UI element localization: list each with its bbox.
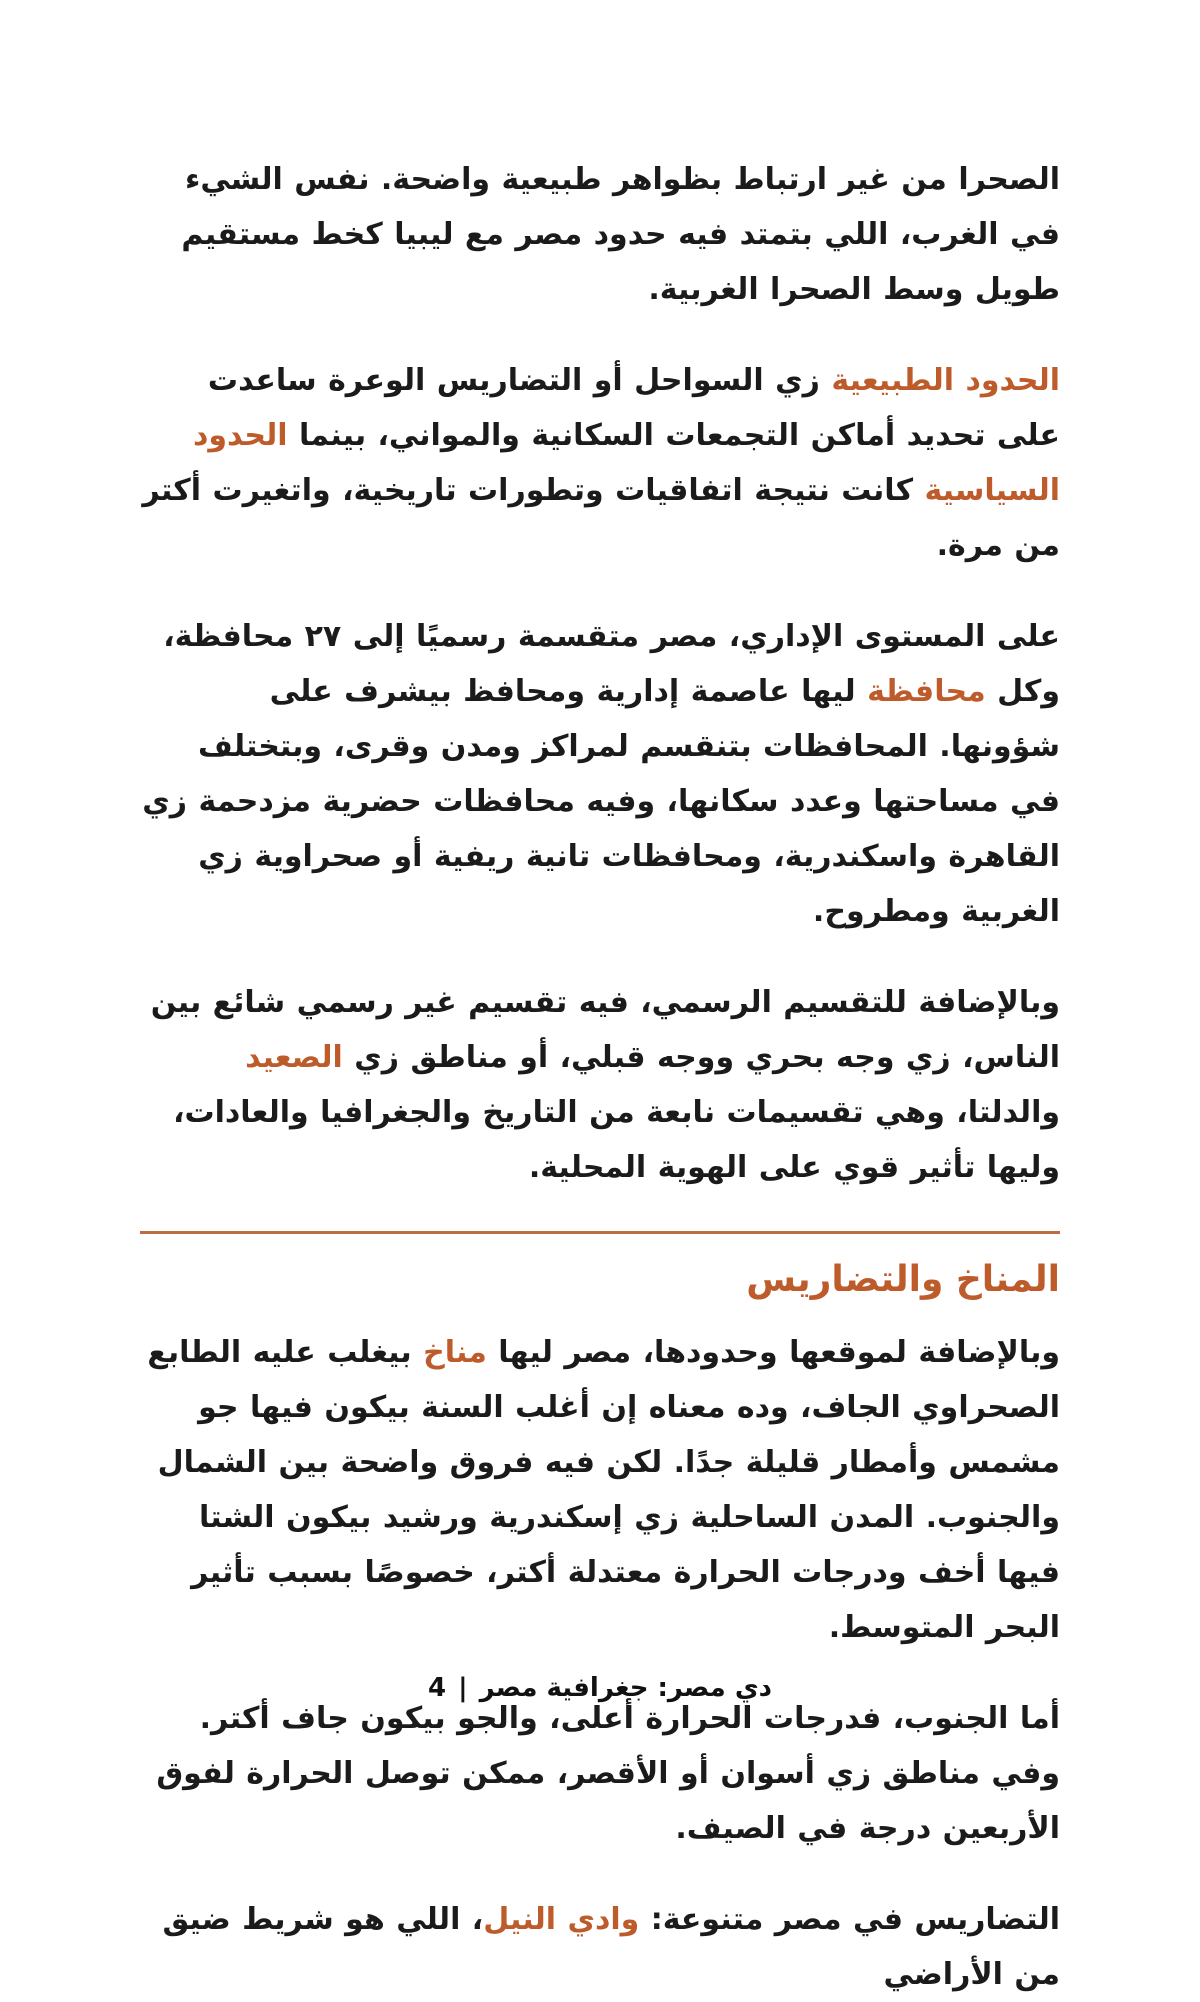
text-run: بيغلب عليه الطابع الصحراوي الجاف، وده معناه إن أغلب السنة بيكون فيها جو مشمس وأمطار قليلة جدًا. لكن فيه فروق واضحة بين الشمال والجنوب. المدن الساحلية زي إسكندرية ورشيد بيكون الشتا فيها أخف ودرجات الحرارة معتدلة أكتر، خصوصًا بسبب تأثير البحر المتوسط. bbox=[147, 1335, 1060, 1645]
text-run: ، اللي هو شريط ضيق من الأراضي bbox=[162, 1902, 1060, 1992]
section-divider bbox=[140, 1231, 1060, 1234]
text-run: وبالإضافة لموقعها وحدودها، مصر ليها bbox=[486, 1335, 1060, 1370]
text-run: الصحرا من غير ارتباط بظواهر طبيعية واضحة. نفس الشيء في الغرب، اللي بتمتد فيه حدود مصر مع ليبيا كخط مستقيم طويل وسط الصحرا الغربية. bbox=[181, 162, 1060, 307]
text-run: أما الجنوب، فدرجات الحرارة أعلى، والجو بيكون جاف أكتر. وفي مناطق زي أسوان أو الأقصر، ممكن توصل الحرارة لفوق الأربعين درجة في الصيف. bbox=[156, 1701, 1060, 1846]
page-number: 4 bbox=[427, 1673, 447, 1703]
text-run: على المستوى الإداري، مصر متقسمة رسميًا إلى ٢٧ محافظة، وكل bbox=[163, 619, 1060, 709]
text-run: كانت نتيجة اتفاقيات وتطورات تاريخية، واتغيرت أكتر من مرة. bbox=[142, 473, 1060, 563]
highlight-term: الحدود السياسية bbox=[192, 418, 1060, 508]
paragraph bbox=[140, 1691, 1060, 1856]
page-footer bbox=[0, 1668, 1200, 1708]
paragraph bbox=[140, 1892, 1060, 2002]
section-heading: المناخ والتضاريس bbox=[746, 1259, 1060, 1300]
text-run: التضاريس في مصر متنوعة: bbox=[639, 1902, 1060, 1937]
paragraph bbox=[140, 152, 1060, 317]
highlight-term: محافظة bbox=[867, 674, 986, 709]
book-title: دي مصر: جغرافية مصر bbox=[479, 1673, 772, 1703]
paragraph bbox=[140, 975, 1060, 1195]
paragraph bbox=[140, 609, 1060, 939]
text-run: وبالإضافة للتقسيم الرسمي، فيه تقسيم غير رسمي شائع بين الناس، زي وجه بحري ووجه قبلي، أو مناطق زي bbox=[150, 985, 1060, 1075]
highlight-term: الصعيد bbox=[245, 1040, 343, 1075]
paragraph bbox=[140, 353, 1060, 573]
highlight-term: الحدود الطبيعية bbox=[831, 363, 1060, 398]
paragraph bbox=[140, 1325, 1060, 1655]
text-run: زي السواحل أو التضاريس الوعرة ساعدت على تحديد أماكن التجمعات السكانية والمواني، بينما bbox=[207, 363, 1060, 453]
text-run: ليها عاصمة إدارية ومحافظ بيشرف على شؤونها. المحافظات بتنقسم لمراكز ومدن وقرى، وبتختلف في مساحتها وعدد سكانها، وفيه محافظات حضرية مزدحمة زي القاهرة واسكندرية، ومحافظات تانية ريفية أو صحراوية زي الغربية ومطروح. bbox=[142, 674, 1060, 929]
text-run: والدلتا، وهي تقسيمات نابعة من التاريخ والجغرافيا والعادات، وليها تأثير قوي على الهوية المحلية. bbox=[173, 1095, 1060, 1185]
footer-separator: | bbox=[458, 1673, 468, 1703]
highlight-term: وادي النيل bbox=[483, 1902, 640, 1937]
highlight-term: مناخ bbox=[423, 1335, 487, 1370]
